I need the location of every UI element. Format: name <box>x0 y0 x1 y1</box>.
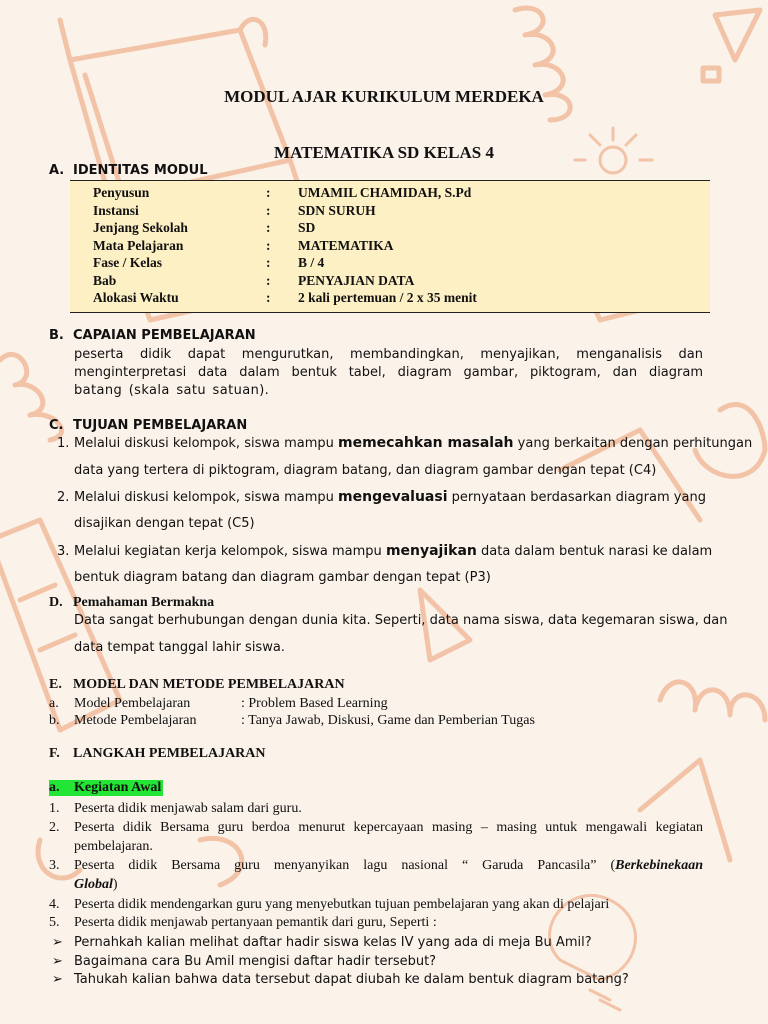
identity-colon: : <box>266 255 271 270</box>
kegiatan-awal-letter: a. <box>49 780 60 795</box>
section-a-heading <box>49 163 208 178</box>
step-text: Global) <box>74 877 118 892</box>
section-c-heading <box>49 418 247 433</box>
method-value: : Tanya Jawab, Diskusi, Game dan Pemberian Tugas <box>241 713 535 728</box>
section-d-title: Pemahaman Bermakna <box>73 595 215 610</box>
section-f-letter: F. <box>49 746 60 761</box>
question-item: Tahukah kalian bahwa data tersebut dapat diubah ke dalam bentuk diagram batang? <box>74 972 629 987</box>
step-text: Peserta didik mendengarkan guru yang menyebutkan tujuan pembelajaran yang akan di pelajari <box>74 897 610 912</box>
objective-line: Melalui diskusi kelompok, siswa mampu memecahkan masalah yang berkaitan dengan perhitungan <box>74 435 753 451</box>
identity-value: SDN SURUH <box>298 202 376 218</box>
section-d-text-line: data tempat tanggal lahir siswa. <box>74 640 285 655</box>
identity-key: Penyusun <box>93 185 150 200</box>
section-d-letter: D. <box>49 595 63 610</box>
identity-value: PENYAJIAN DATA <box>298 272 415 288</box>
identity-value: UMAMIL CHAMIDAH, S.Pd <box>298 185 472 200</box>
step-text: pembelajaran. <box>74 839 153 854</box>
identity-key: Fase / Kelas <box>93 255 162 270</box>
step-number: 4. <box>49 897 60 912</box>
identity-colon: : <box>266 202 271 218</box>
method-label: Model Pembelajaran <box>74 696 191 711</box>
identity-key: Alokasi Waktu <box>93 290 179 305</box>
section-a-title: IDENTITAS MODUL <box>73 163 208 178</box>
objective-number: 3. <box>57 544 70 559</box>
question-item: Bagaimana cara Bu Amil mengisi daftar hadir tersebut? <box>74 954 437 969</box>
section-b-text-line: batang (skala satu satuan). <box>74 383 270 398</box>
kegiatan-awal-heading <box>49 780 163 796</box>
objective-number: 1. <box>57 436 70 451</box>
identity-colon: : <box>266 272 271 288</box>
step-number: 5. <box>49 915 60 930</box>
step-text: Peserta didik Bersama guru berdoa menurut kepercayaan masing – masing untuk mengawali kegiatan <box>74 820 703 835</box>
section-e-letter: E. <box>49 677 62 692</box>
section-b-text-line: peserta didik dapat mengurutkan, membandingkan, menyajikan, menganalisis dan <box>74 347 703 362</box>
step-number: 3. <box>49 858 60 873</box>
document-subtitle: MATEMATIKA SD KELAS 4 <box>274 143 494 162</box>
identity-colon: : <box>266 220 271 235</box>
objective-number: 2. <box>57 490 70 505</box>
identity-key: Instansi <box>93 202 139 218</box>
bullet-arrow-icon: ➢ <box>52 972 63 987</box>
section-d-text-line: Data sangat berhubungan dengan dunia kita. Seperti, data nama siswa, data kegemaran siswa, dan <box>74 613 728 628</box>
objective-line: bentuk diagram batang dan diagram gambar dengan tepat (P3) <box>74 570 491 585</box>
objective-line: disajikan dengan tepat (C5) <box>74 516 255 531</box>
section-e-title: MODEL DAN METODE PEMBELAJARAN <box>73 677 345 692</box>
question-item: Pernahkah kalian melihat daftar hadir siswa kelas IV yang ada di meja Bu Amil? <box>74 935 592 950</box>
identity-colon: : <box>266 185 271 200</box>
bullet-arrow-icon: ➢ <box>52 935 63 950</box>
section-b-heading <box>49 328 256 343</box>
kegiatan-awal-title: Kegiatan Awal <box>74 780 162 795</box>
section-b-letter: B. <box>49 328 64 343</box>
identity-value: B / 4 <box>298 255 325 270</box>
objective-line: data yang tertera di piktogram, diagram batang, dan diagram gambar dengan tepat (C4) <box>74 463 657 478</box>
identity-key: Jenjang Sekolah <box>93 220 188 235</box>
method-letter: b. <box>49 713 60 728</box>
step-number: 2. <box>49 820 60 835</box>
method-label: Metode Pembelajaran <box>74 713 197 728</box>
section-a-letter: A. <box>49 163 65 178</box>
step-text: Peserta didik menjawab pertanyaan pemantik dari guru, Seperti : <box>74 915 437 930</box>
step-number: 1. <box>49 801 60 816</box>
document-title: MODUL AJAR KURIKULUM MERDEKA <box>224 87 544 106</box>
section-e-heading <box>49 677 345 693</box>
objective-line: Melalui diskusi kelompok, siswa mampu mengevaluasi pernyataan berdasarkan diagram yang <box>74 489 706 505</box>
section-c-title: TUJUAN PEMBELAJARAN <box>73 418 248 433</box>
identity-colon: : <box>266 290 271 305</box>
section-b-text-line: menginterpretasi data dalam bentuk tabel, diagram gambar, piktogram, dan diagram <box>74 365 703 380</box>
step-text: Peserta didik menjawab salam dari guru. <box>74 801 302 816</box>
identity-key: Bab <box>93 272 117 288</box>
method-letter: a. <box>49 696 59 711</box>
identity-value: MATEMATIKA <box>298 237 394 253</box>
section-f-heading <box>49 746 266 762</box>
section-c-letter: C. <box>49 418 64 433</box>
section-b-title: CAPAIAN PEMBELAJARAN <box>73 328 256 343</box>
identity-value: SD <box>298 220 316 235</box>
step-text: Peserta didik Bersama guru menyanyikan lagu nasional “ Garuda Pancasila” (Berkebinekaan <box>74 858 703 873</box>
section-f-title: LANGKAH PEMBELAJARAN <box>73 746 266 761</box>
identity-value: 2 kali pertemuan / 2 x 35 menit <box>298 290 477 305</box>
identity-table <box>70 180 710 313</box>
section-d-heading <box>49 595 214 611</box>
identity-colon: : <box>266 237 271 253</box>
bullet-arrow-icon: ➢ <box>52 954 63 969</box>
identity-key: Mata Pelajaran <box>93 237 184 253</box>
method-value: : Problem Based Learning <box>241 696 388 711</box>
objective-line: Melalui kegiatan kerja kelompok, siswa mampu menyajikan data dalam bentuk narasi ke dalam <box>74 543 713 559</box>
